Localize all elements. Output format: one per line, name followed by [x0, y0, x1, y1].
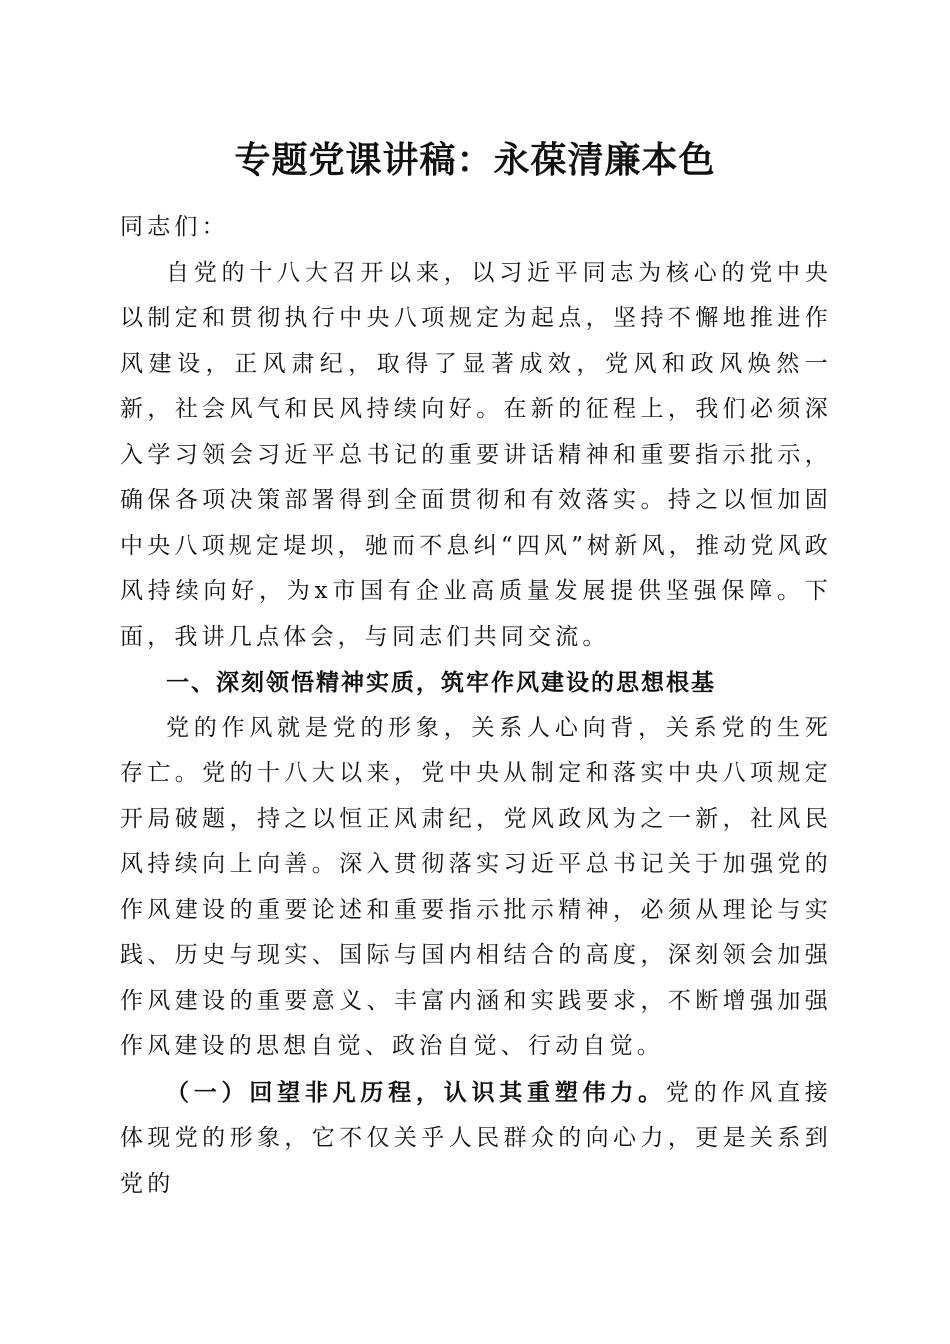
salutation: 同志们： — [120, 214, 229, 240]
subsection-one-paragraph — [120, 1070, 832, 1208]
document-body — [120, 205, 832, 1207]
subsection-one-lead: （一）回望非凡历程，认识其重塑伟力。 — [166, 1078, 666, 1106]
subsection-one-text: 党的作风直接体现党的形象，它不仅关乎人民群众的向心力，更是关系到党的 — [120, 1079, 832, 1197]
section-one-paragraph: 党的作风就是党的形象，关系人心向背，关系党的生死存亡。党的十八大以来，党中央从制定和落实中央八项规定开局破题，持之以恒正风肃纪，党风政风为之一新，社风民风持续向上向善。深入贯彻落实习近平总书记关于加强党的作风建设的重要论述和重要指示批示精神，必须从理论与实践、历史与现实、国际与国内相结合的高度，深刻领会加强作风建设的重要意义、丰富内涵和实践要求，不断增强加强作风建设的思想自觉、政治自觉、行动自觉。 — [120, 714, 832, 1059]
document-title: 专题党课讲稿：永葆清廉本色 — [234, 139, 716, 181]
intro-paragraph: 自党的十八大召开以来，以习近平同志为核心的党中央以制定和贯彻执行中央八项规定为起点，坚持不懈地推进作风建设，正风肃纪，取得了显著成效，党风和政风焕然一新，社会风气和民风持续向好。在新的征程上，我们必须深入学习领会习近平总书记的重要讲话精神和重要指示批示，确保各项决策部署得到全面贯彻和有效落实。持之以恒加固中央八项规定堤坝，驰而不息纠“四风”树新风，推动党风政风持续向好，为x市国有企业高质量发展提供坚强保障。下面，我讲几点体会，与同志们共同交流。 — [120, 259, 832, 650]
section-one-heading: 一、深刻领悟精神实质，筑牢作风建设的思想根基 — [166, 669, 716, 696]
